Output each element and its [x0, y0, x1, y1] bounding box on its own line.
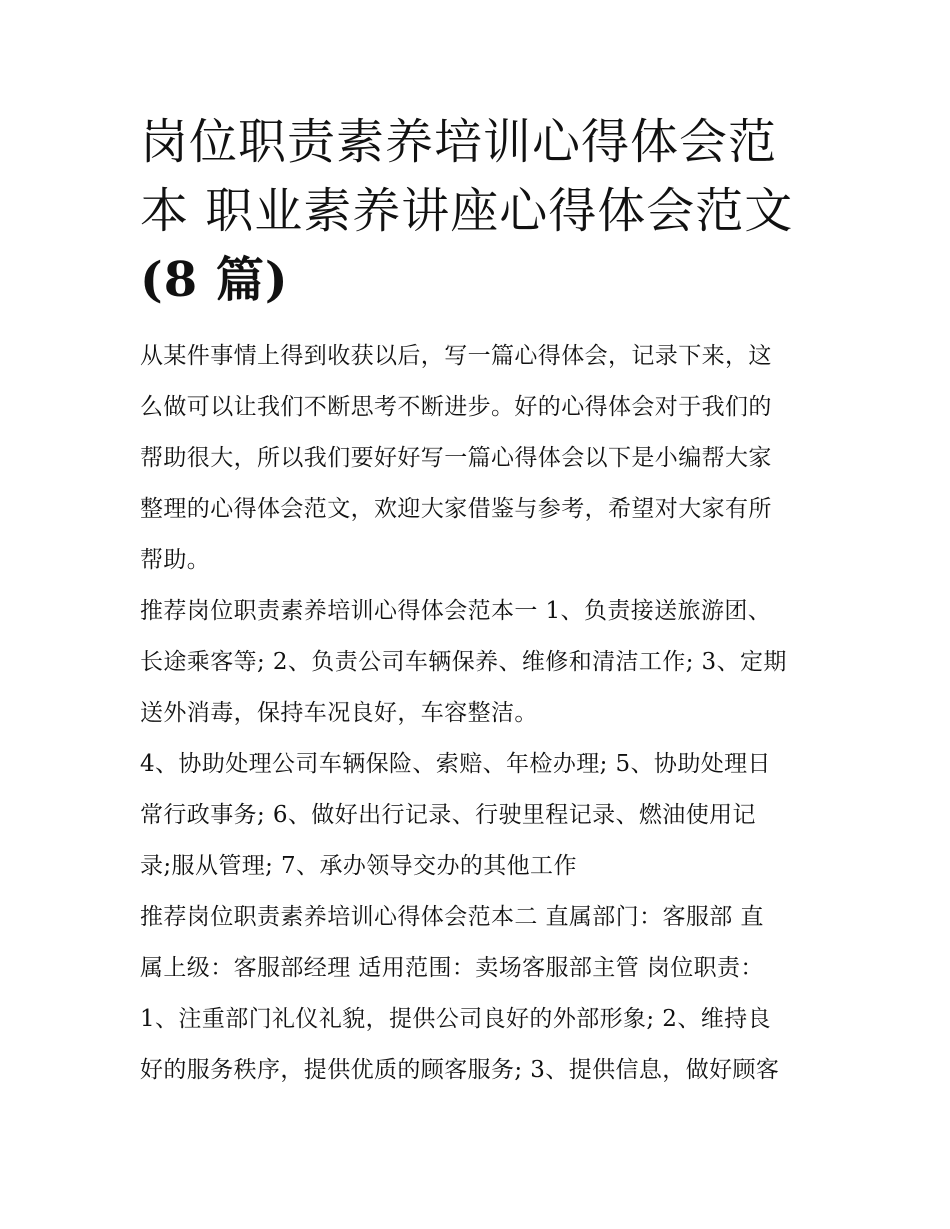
text-line: 长途乘客等; 2、负责公司车辆保养、维修和清洁工作; 3、定期 [140, 649, 787, 675]
text-line: 么做可以让我们不断思考不断进步。好的心得体会对于我们的 [140, 394, 772, 420]
text-line: 录;服从管理; 7、承办领导交办的其他工作 [140, 853, 577, 879]
document-body [140, 331, 818, 1096]
title-line-2: 本 职业素养讲座心得体会范文 [140, 183, 794, 239]
text-line: 1、注重部门礼仪礼貌，提供公司良好的外部形象; 2、维持良 [140, 1006, 771, 1032]
text-line: 推荐岗位职责素养培训心得体会范本二 直属部门：客服部 直 [140, 904, 764, 930]
text-line: 常行政事务; 6、做好出行记录、行驶里程记录、燃油使用记 [140, 802, 756, 828]
document-title [140, 108, 818, 315]
text-line: 推荐岗位职责素养培训心得体会范本一 1、负责接送旅游团、 [140, 598, 772, 624]
text-line: 属上级：客服部经理 适用范围：卖场客服部主管 岗位职责： [140, 955, 764, 981]
paragraph-duties [140, 739, 818, 892]
title-line-3: (8 篇) [140, 252, 289, 308]
paragraph-intro [140, 331, 818, 586]
text-line: 送外消毒，保持车况良好，车容整洁。 [140, 700, 538, 726]
text-line: 4、协助处理公司车辆保险、索赔、年检办理; 5、协助处理日 [140, 751, 771, 777]
paragraph-sample-two [140, 892, 818, 1096]
text-line: 从某件事情上得到收获以后，写一篇心得体会，记录下来，这 [140, 343, 772, 369]
title-line-1: 岗位职责素养培训心得体会范 [140, 114, 778, 170]
document-page [140, 108, 818, 1096]
text-line: 好的服务秩序，提供优质的顾客服务; 3、提供信息，做好顾客 [140, 1057, 780, 1083]
text-line: 整理的心得体会范文，欢迎大家借鉴与参考，希望对大家有所 [140, 496, 772, 522]
paragraph-sample-one [140, 586, 818, 739]
text-line: 帮助。 [140, 547, 211, 573]
text-line: 帮助很大，所以我们要好好写一篇心得体会以下是小编帮大家 [140, 445, 772, 471]
